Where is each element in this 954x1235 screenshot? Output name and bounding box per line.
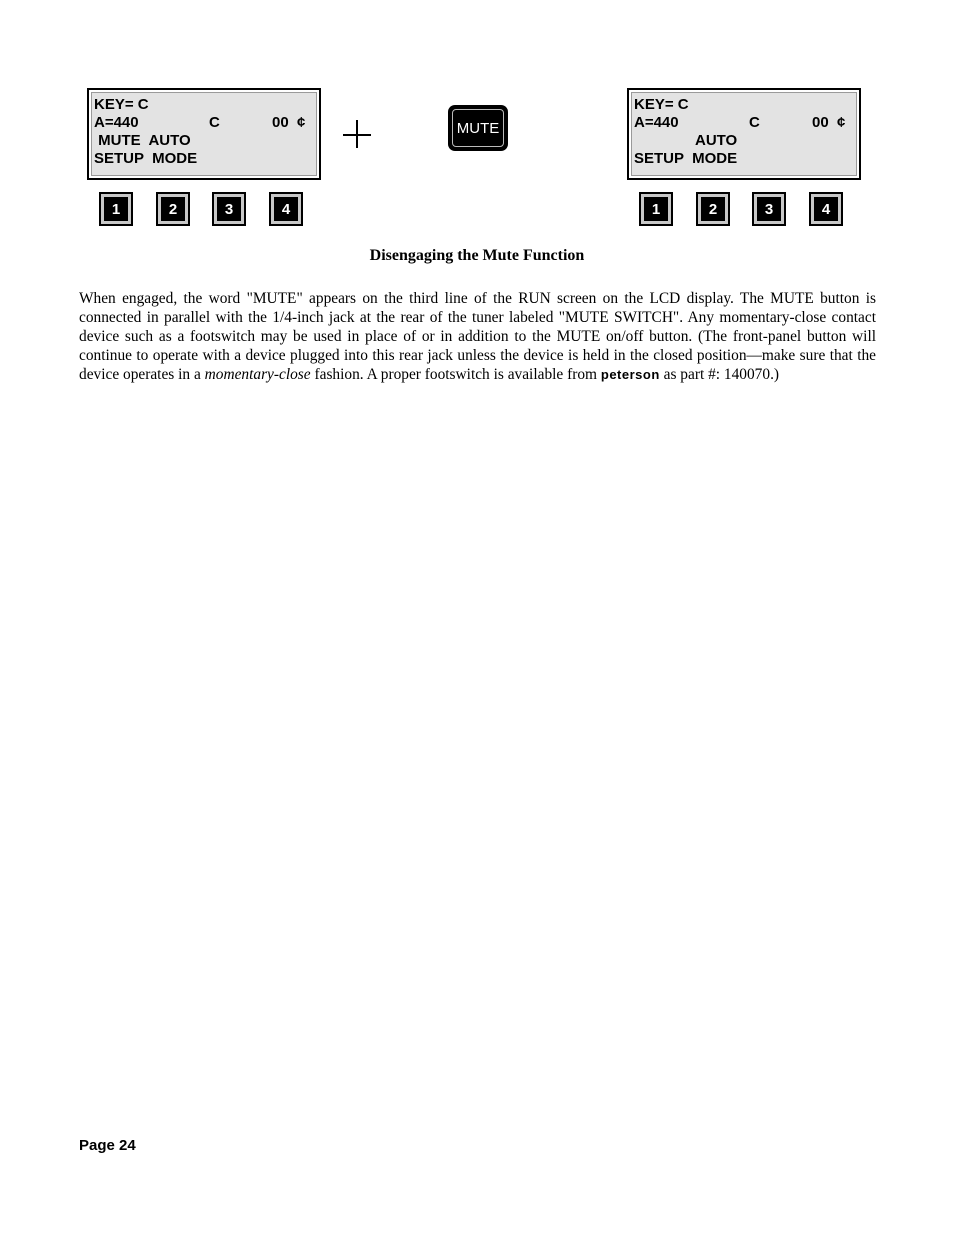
key-label: 4: [814, 197, 838, 221]
key-2-right[interactable]: [696, 192, 730, 226]
key-label: 3: [217, 197, 241, 221]
key-4-right[interactable]: [809, 192, 843, 226]
paragraph-text-3: as part #: 140070.): [659, 366, 780, 383]
mute-button[interactable]: [449, 106, 507, 150]
lcd-line-a440: A=440: [634, 114, 679, 131]
lcd-cents: 00 ¢: [812, 114, 846, 131]
paragraph-emphasis: momentary-close: [204, 366, 311, 383]
key-4-left[interactable]: [269, 192, 303, 226]
lcd-line-key: KEY= C: [94, 96, 149, 113]
lcd-display-right: [627, 88, 861, 180]
lcd-line-setup-mode: SETUP MODE: [634, 150, 738, 167]
key-label: 1: [104, 197, 128, 221]
body-paragraph: [79, 289, 876, 384]
key-label: 2: [161, 197, 185, 221]
key-label: 2: [701, 197, 725, 221]
lcd-note: C: [749, 114, 760, 131]
lcd-note: C: [209, 114, 220, 131]
key-2-left[interactable]: [156, 192, 190, 226]
page-number: Page 24: [79, 1137, 136, 1154]
lcd-line-key: KEY= C: [634, 96, 689, 113]
lcd-line-a440: A=440: [94, 114, 139, 131]
key-label: 4: [274, 197, 298, 221]
paragraph-text-2: fashion. A proper footswitch is available from: [310, 366, 601, 383]
mute-button-label: MUTE: [452, 109, 504, 147]
lcd-cents: 00 ¢: [272, 114, 306, 131]
paragraph-text-1: When engaged, the word "MUTE" appears on the third line of the RUN screen on the LCD display. The MUTE button is connected in parallel with the 1/4-inch jack at the rear of the tuner labeled "MUTE SWITCH". Any momentary-close contact device such as a footswitch may be used in place of or in addition to the MUTE on/off button. (The front-panel button will continue to operate with a device plugged into this rear jack unless the device is held in the closed position—make sure that the device operates in a: [79, 290, 876, 383]
key-1-left[interactable]: [99, 192, 133, 226]
key-3-right[interactable]: [752, 192, 786, 226]
lcd-line-mute-auto: MUTE AUTO: [94, 132, 191, 149]
figure-caption: Disengaging the Mute Function: [369, 247, 585, 264]
lcd-line-setup-mode: SETUP MODE: [94, 150, 198, 167]
brand-name: peterson: [600, 367, 660, 382]
key-3-left[interactable]: [212, 192, 246, 226]
key-1-right[interactable]: [639, 192, 673, 226]
lcd-display-left: [87, 88, 321, 180]
key-label: 1: [644, 197, 668, 221]
key-label: 3: [757, 197, 781, 221]
lcd-line-auto: AUTO: [695, 132, 738, 149]
plus-icon: [343, 120, 373, 150]
